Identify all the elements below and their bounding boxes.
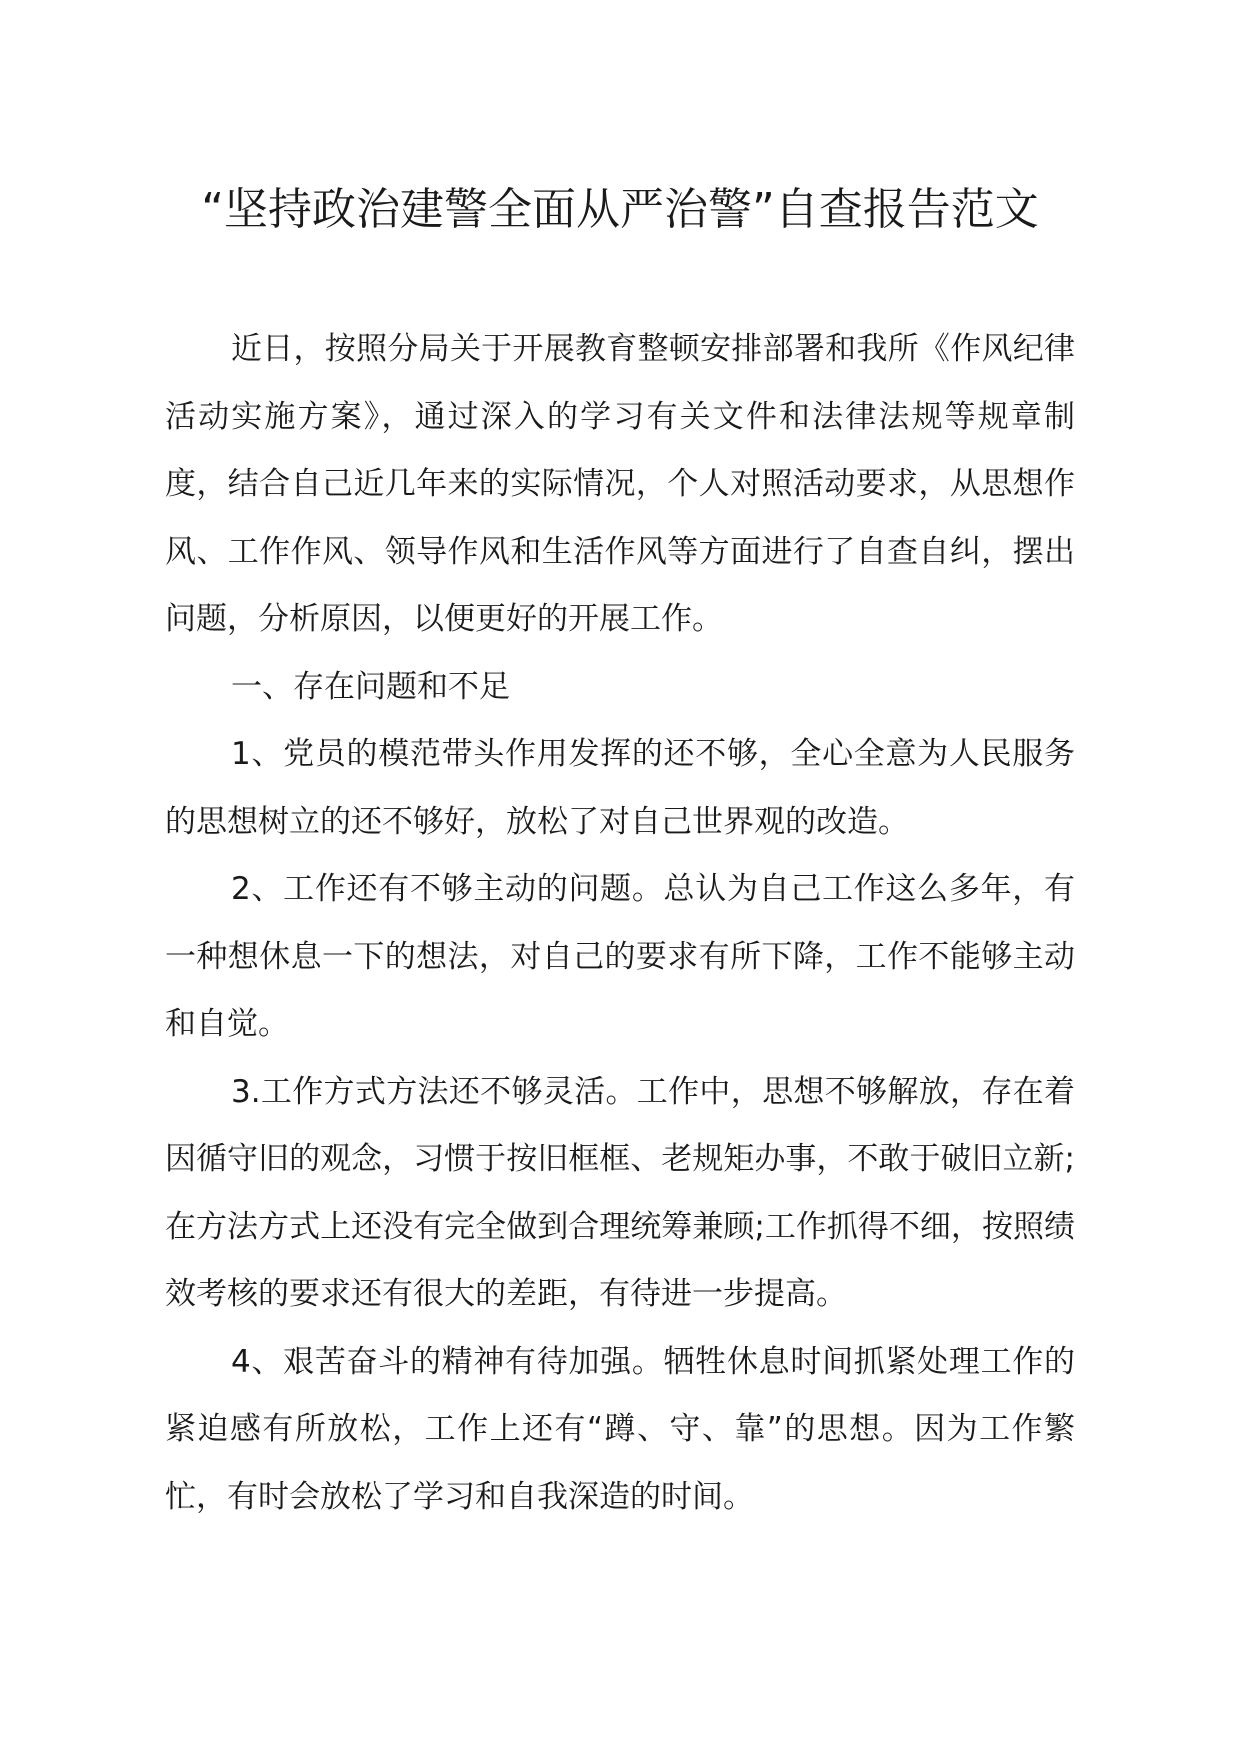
document-title: “坚持政治建警全面从严治警”自查报告范文: [201, 184, 1039, 235]
paragraph-item-4: 4、艰苦奋斗的精神有待加强。牺牲休息时间抓紧处理工作的紧迫感有所放松，工作上还有“蹲、守、靠”的思想。因为工作繁忙，有时会放松了学习和自我深造的时间。: [165, 1343, 1075, 1515]
paragraph-item-2: 2、工作还有不够主动的问题。总认为自己工作这么多年，有一种想休息一下的想法，对自己的要求有所下降，工作不能够主动和自觉。: [165, 871, 1075, 1042]
paragraph-item-3: 3.工作方式方法还不够灵活。工作中，思想不够解放，存在着因循守旧的观念，习惯于按旧框框、老规矩办事，不敢于破旧立新;在方法方式上还没有完全做到合理统筹兼顾;工作抓得不细，按照绩效考核的要求还有很大的差距，有待进一步提高。: [165, 1073, 1075, 1312]
paragraph-intro: 近日，按照分局关于开展教育整顿安排部署和我所《作风纪律活动实施方案》，通过深入的学习有关文件和法律法规等规章制度，结合自己近几年来的实际情况，个人对照活动要求，从思想作风、工作作风、领导作风和生活作风等方面进行了自查自纠，摆出问题，分析原因，以便更好的开展工作。: [165, 331, 1075, 637]
document-body: [165, 316, 1075, 1531]
section-heading-problems: 一、存在问题和不足: [231, 668, 510, 705]
paragraph-item-1: 1、党员的模范带头作用发挥的还不够，全心全意为人民服务的思想树立的还不够好，放松了对自己世界观的改造。: [165, 736, 1075, 840]
